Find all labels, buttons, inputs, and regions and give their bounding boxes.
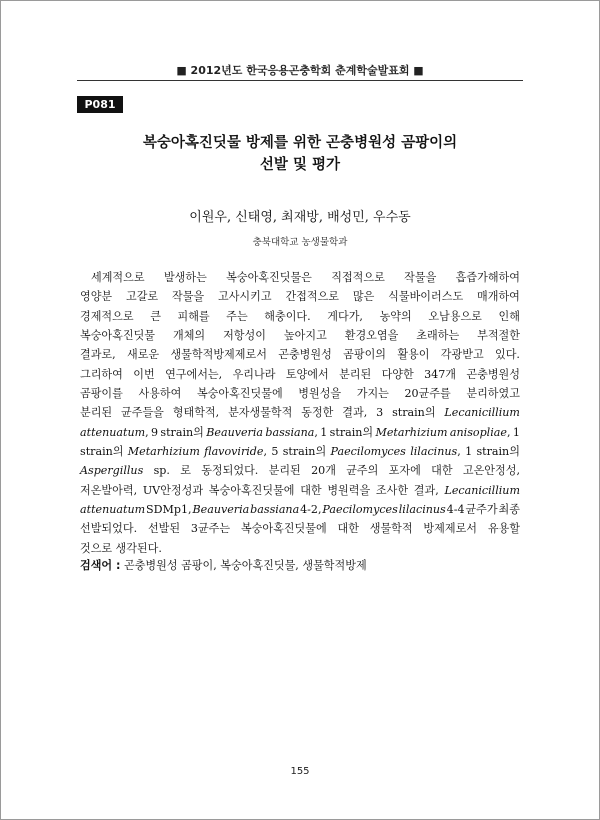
abstract-word: 병원성을 [298,386,342,400]
abstract-word: 1 [320,425,328,439]
abstract-word: 결과로, [80,348,116,362]
abstract-word: Beauveria [192,502,250,516]
abstract-line [80,442,520,461]
abstract-word: 동정한 [301,406,334,420]
abstract-word: 그리하여 [80,367,123,381]
abstract-word: Beauveria [206,425,264,439]
abstract-word: 최종 [498,502,520,516]
abstract-word: Lecanicillium [444,406,520,420]
abstract-word: 발생하는 [163,271,207,284]
abstract-word: 병원력을 [327,483,371,497]
abstract-word: Metarhizium [375,425,448,439]
abstract-line [80,403,520,422]
abstract-word: 부적절한 [477,328,520,342]
abstract-word: 유용할 [487,522,520,536]
abstract-word: 1 [512,425,520,439]
abstract-word: 선발된 [147,522,181,536]
abstract-line [80,481,520,500]
title-line: 복숭아혹진딧물 방제를 위한 곤충병원성 곰팡이의 [142,134,458,151]
abstract-word: sp. [153,464,170,478]
abstract-line [80,345,520,364]
abstract-line [80,268,520,287]
abstract-line [80,287,520,306]
abstract-word: 선발되었다. [80,522,138,536]
abstract-line [80,384,520,403]
abstract-word: 곰팡이의 [343,348,387,362]
abstract-word: 게다가, [327,309,363,323]
abstract-word: 환경오염을 [344,328,399,342]
paper-id-badge: P081 [77,96,123,113]
abstract-line [80,365,520,384]
abstract-word: bassiana [250,502,300,516]
affiliation: 충북대학교 농생물학과 [252,237,348,248]
abstract-word: Lecanicillium [444,483,520,497]
abstract-word: 활용이 [397,348,430,362]
abstract-word: 5 [271,444,279,458]
abstract-word: Metarhizium [127,444,200,458]
abstract-word: attenuatum, [80,425,149,439]
abstract-word: 고갈로 [126,290,159,304]
abstract-word: 형태학적, [172,406,220,420]
abstract-word: 가지는 [356,386,389,400]
abstract-word: Paecilomyces [330,444,406,458]
abstract-line [80,519,520,538]
abstract-word: 높아지고 [283,328,327,342]
abstract-word: 결과, [342,406,368,420]
abstract-word: 결과, [413,483,439,497]
abstract-word: 1 [465,444,473,458]
abstract-word: 곤충병원성 [466,367,520,381]
abstract-word: 대한 [300,483,322,497]
abstract-word: 균주들을 [121,406,164,420]
abstract-word: 고온안정성, [462,464,520,478]
abstract-word: 동정되었다. [201,464,259,478]
abstract-word: UV안정성과 [142,483,204,497]
abstract-word: 4-4 [446,502,465,516]
abstract-line [80,461,520,480]
abstract-word: 영양분 [80,290,113,304]
abstract-word: 작물을 [172,290,205,304]
abstract-word: strain의 [329,425,374,439]
abstract-word: 식물바이러스도 [388,290,464,304]
abstract-line [80,423,520,442]
abstract-word: 균주의 [346,464,379,478]
abstract-word: 각광받고 [440,348,484,362]
abstract-word: 해충이다. [264,309,311,323]
abstract-word: 분리된 [80,406,113,420]
abstract-word: Aspergillus [80,464,144,478]
abstract-word: strain의 [282,444,327,458]
abstract-word: 3균주는 [190,522,231,536]
abstract-word: 방제제로서 [423,522,478,536]
abstract-word: 생물학적 [369,522,413,536]
abstract-line [80,539,520,558]
abstract-word: 조사한 [375,483,409,497]
abstract-word: 토양에서 [285,367,329,381]
page-number: 155 [290,766,310,777]
abstract-word: 곤충병원성 [278,348,332,362]
abstract-word: 복숭아혹진딧물에 [240,522,327,536]
abstract-word: strain의 [392,406,436,420]
title-line: 선발 및 평가 [259,156,341,173]
abstract-word: 균주가 [465,502,498,516]
abstract-word: 개체의 [172,328,206,342]
keywords-text: 곤충병원성 곰팡이, 복숭아혹진딧물, 생물학적방제 [120,559,367,572]
keywords [80,557,520,573]
abstract-word: 복숭아혹진딧물 [80,328,156,342]
abstract-word: 작물을 [404,271,437,284]
abstract-word: 복숭아혹진딧물에 [196,386,283,400]
header-rule [77,80,523,81]
running-header: ■ 2012년도 한국응용곤충학회 춘계학술발표회 ■ [176,64,424,77]
abstract-word: attenuatum [80,502,146,516]
abstract-word: 로 [180,464,191,478]
abstract-word: 4-2, [300,502,322,516]
abstract-word: 분리된 [339,367,372,381]
abstract-body [80,268,520,558]
abstract-word: 인해 [498,309,520,323]
paper-title [77,132,523,176]
abstract-word: lilacinus, [410,444,461,458]
abstract-word: SDMp1, [146,502,192,516]
abstract-word: 저온발아력, [80,483,138,497]
abstract-word: 큰 [150,309,161,323]
abstract-word: 생각된다. [115,541,162,555]
abstract-word: 흡즙가해하여 [455,271,520,284]
abstract-word: 포자에 [388,464,421,478]
abstract-word: 있다. [494,348,520,362]
abstract-word: 대한 [431,464,453,478]
abstract-word: 9 [151,425,159,439]
abstract-word: bassiana, [265,425,318,439]
abstract-word: strain의 [160,425,204,439]
abstract-word: 곰팡이를 [80,386,123,400]
abstract-word: 분리된 [268,464,301,478]
abstract-word: 복숭아혹진딧물에 [208,483,295,497]
keywords-label: 검색어 : [80,559,121,572]
abstract-word: 직접적으로 [331,271,385,284]
abstract-word: 오남용으로 [428,309,482,323]
abstract-word: 많은 [352,290,375,304]
abstract-word: flavoviride, [204,444,267,458]
abstract-word: 새로운 [127,348,160,362]
abstract-word: 농약의 [379,309,412,323]
abstract-word: 이번 [133,367,155,381]
abstract-word: 고사시키고 [218,290,272,304]
abstract-word: 복숭아혹진딧물은 [226,271,312,284]
abstract-word: 20개 [311,464,336,478]
abstract-word: 간접적으로 [285,290,340,304]
abstract-word: 분자생물학적 [228,406,293,420]
abstract-word: 분리하였고 [466,386,520,400]
abstract-word: Paecilomyces [322,502,398,516]
abstract-word: 초래하는 [416,328,460,342]
abstract-line [80,326,520,345]
abstract-word: anisopliae, [449,425,511,439]
abstract-word: 피해를 [177,309,210,323]
abstract-word: 다양한 [381,367,414,381]
abstract-word: 우리나라 [232,367,276,381]
abstract-word: 세계적으로 [91,271,145,284]
abstract-word: 사용하여 [138,386,182,400]
abstract-word: 연구에서는, [165,367,223,381]
abstract-word: 매개하여 [477,290,520,304]
abstract-word: lilacinus [398,502,446,516]
author-list: 이원우, 신태영, 최재방, 배성민, 우수동 [189,210,411,225]
abstract-word: 경제적으로 [80,309,134,323]
abstract-line [80,500,520,519]
abstract-word: 생물학적방제제로서 [170,348,267,362]
abstract-word: 3 [376,406,384,420]
abstract-line [80,307,520,326]
abstract-word: strain의 [476,444,520,458]
abstract-word: 것으로 [80,541,113,555]
abstract-word: 주는 [226,309,248,323]
abstract-word: 저항성이 [223,328,266,342]
abstract-word: 347개 [424,367,457,381]
abstract-word: 20균주를 [404,386,451,400]
abstract-word: strain의 [80,444,124,458]
abstract-word: 대한 [337,522,359,536]
